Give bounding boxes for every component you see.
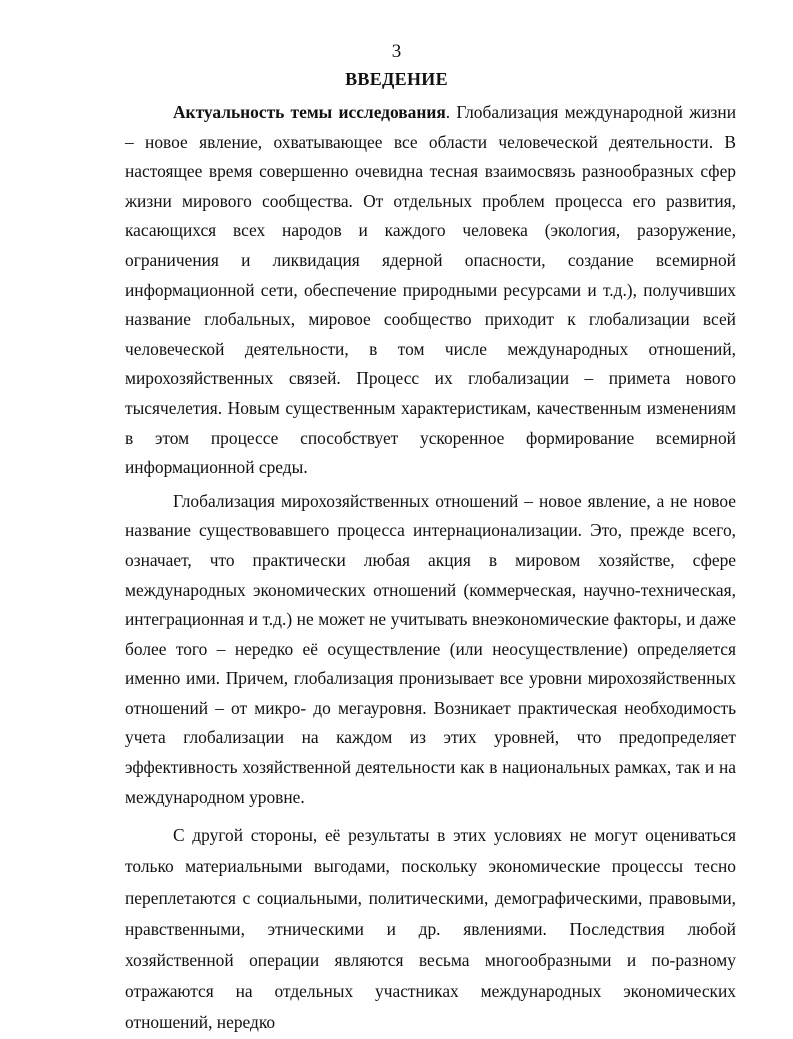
paragraph-text: Глобализация мирохозяйственных отношений – новое явление, а не новое название существовавшего процесса интернационализации. Это, прежде всего, означает, что практически любая акция в мировом хозяйстве, сфере международных экономических отношений (коммерческая, научно-техническая, интеграционная и т.д.) не может не учитывать внеэкономические факторы, и даже более того – нередко её осуществление (или неосуществление) определяется именно ими. Причем, глобализация пронизывает все уровни мирохозяйственных отношений – от микро- до мегауровня. Возникает практическая необходимость учета глобализации на каждом из этих уровней, что предопределяет эффективность хозяйственной деятельности как в национальных рамках, так и на международном уровне. <box>125 490 736 807</box>
paragraph-text: . Глобализация международной жизни – новое явление, охватывающее все области человеческой деятельности. В настоящее время совершенно очевидна тесная взаимосвязь разнообразных сфер жизни мирового сообщества. От отдельных проблем процесса его развития, касающихся всех народов и каждого человека (экология, разоружение, ограничения и ликвидация ядерной опасности, создание всемирной информационной сети, обеспечение природными ресурсами и т.д.), получивших название глобальных, мировое сообщество приходит к глобализации всей человеческой деятельности, в том числе международных отношений, мирохозяйственных связей. Процесс их глобализации – примета нового тысячелетия. Новым существенным характеристикам, качественным изменениям в этом процессе способствует ускоренное формирование всемирной информационной среды. <box>125 102 737 478</box>
section-heading: ВВЕДЕНИЕ <box>345 69 448 89</box>
paragraph-1 <box>125 98 736 483</box>
paragraph-text: С другой стороны, её результаты в этих условиях не могут оцениваться только материальными выгодами, поскольку экономические процессы тесно переплетаются с социальными, политическими, демографическими, правовыми, нравственными, этническими и др. явлениями. Последствия любой хозяйственной операции являются весьма многообразными и по-разному отражаются на отдельных участниках международных экономических отношений, нередко <box>125 825 736 1033</box>
paragraph-2 <box>125 487 736 813</box>
paragraph-lead: Актуальность темы исследования <box>173 102 446 122</box>
page-number: 3 <box>391 41 402 62</box>
body-text <box>125 98 736 1039</box>
paragraph-3 <box>125 820 736 1038</box>
